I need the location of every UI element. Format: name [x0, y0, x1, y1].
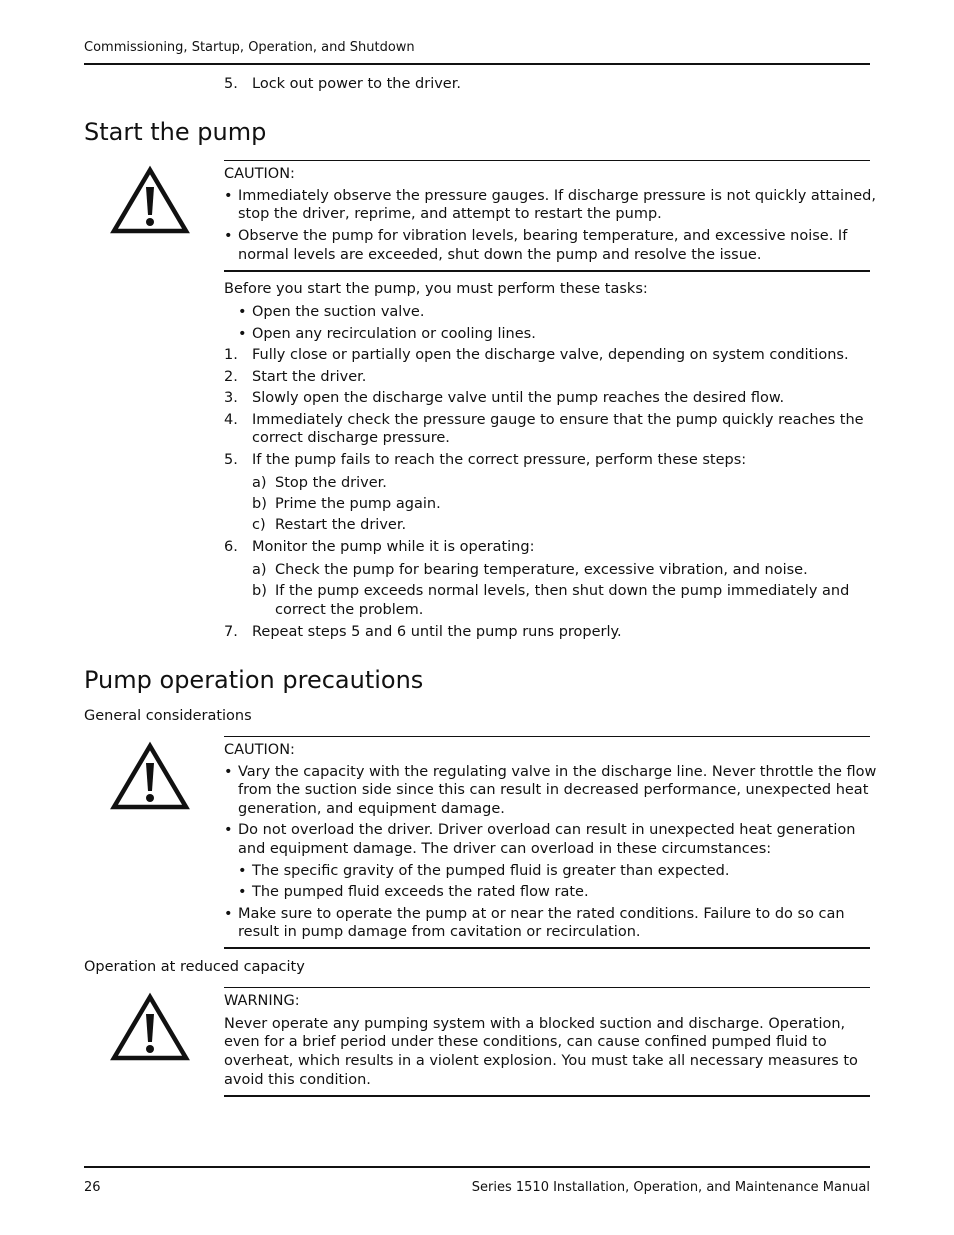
caution-bullet-text: from the suction side since this can result in decreased performance, unexpected heat — [238, 782, 869, 798]
caution-subbullet-text: The specific gravity of the pumped fluid is greater than expected. — [252, 863, 730, 879]
step-number: 6. — [224, 539, 238, 555]
header-rule — [84, 63, 870, 65]
prereq-item: Open the suction valve. — [252, 304, 425, 320]
warning-text: even for a brief period under these conditions, can cause confined pumped fluid to — [224, 1034, 827, 1050]
caution-label: CAUTION: — [224, 742, 295, 758]
substep-letter: b) — [252, 583, 267, 599]
warning-triangle-icon — [110, 165, 190, 235]
prereq-item: Open any recirculation or cooling lines. — [252, 326, 536, 342]
step-text: Start the driver. — [252, 369, 367, 385]
warning-rule-top — [224, 987, 870, 988]
caution-bullet-text: Do not overload the driver. Driver overload can result in unexpected heat generation — [238, 822, 856, 838]
step-text: Slowly open the discharge valve until the pump reaches the desired flow. — [252, 390, 785, 406]
step-text: If the pump fails to reach the correct pressure, perform these steps: — [252, 452, 747, 468]
substep-text: Restart the driver. — [275, 517, 407, 533]
step-text: Repeat steps 5 and 6 until the pump runs properly. — [252, 624, 622, 640]
warning-triangle-icon — [110, 741, 190, 811]
page-number: 26 — [84, 1180, 101, 1195]
caution-bullet-text: Immediately observe the pressure gauges. If discharge pressure is not quickly attained, — [238, 188, 876, 204]
top-step-number: 5. — [224, 76, 238, 92]
caution-rule-top — [224, 160, 870, 161]
top-step-text: Lock out power to the driver. — [252, 76, 461, 92]
intro-text: Before you start the pump, you must perform these tasks: — [224, 281, 648, 297]
caution-bullet-text: stop the driver, reprime, and attempt to restart the pump. — [238, 206, 662, 222]
caution-rule-top — [224, 736, 870, 737]
warning-label: WARNING: — [224, 993, 300, 1009]
step-number: 1. — [224, 347, 238, 363]
warning-text: avoid this condition. — [224, 1072, 371, 1088]
bullet-dot: • — [224, 228, 233, 244]
warning-rule-bottom — [224, 1095, 870, 1097]
manual-title: Series 1510 Installation, Operation, and Maintenance Manual — [471, 1180, 870, 1195]
caution-label: CAUTION: — [224, 166, 295, 182]
substep-text: If the pump exceeds normal levels, then shut down the pump immediately and — [275, 583, 850, 599]
running-header: Commissioning, Startup, Operation, and Shutdown — [84, 40, 415, 55]
bullet-dot: • — [224, 822, 233, 838]
substep-letter: a) — [252, 475, 267, 491]
caution-bullet-text: Observe the pump for vibration levels, bearing temperature, and excessive noise. If — [238, 228, 848, 244]
caution-bullet-text: normal levels are exceeded, shut down the pump and resolve the issue. — [238, 247, 762, 263]
caution-bullet-text: Make sure to operate the pump at or near the rated conditions. Failure to do so can — [238, 906, 845, 922]
bullet-dot: • — [224, 906, 233, 922]
footer-rule — [84, 1166, 870, 1168]
substep-letter: c) — [252, 517, 266, 533]
subsection-heading: Operation at reduced capacity — [84, 959, 305, 975]
step-number: 7. — [224, 624, 238, 640]
caution-bullet-text: generation, and equipment damage. — [238, 801, 505, 817]
caution-rule-bottom — [224, 947, 870, 949]
caution-bullet-text: and equipment damage. The driver can overload in these circumstances: — [238, 841, 772, 857]
bullet-dot: • — [238, 326, 247, 342]
subsection-heading: General considerations — [84, 708, 252, 724]
caution-bullet-text: Vary the capacity with the regulating valve in the discharge line. Never throttle the flow — [238, 764, 877, 780]
caution-rule-bottom — [224, 270, 870, 272]
warning-text: overheat, which results in a violent explosion. You must take all necessary measures to — [224, 1053, 858, 1069]
step-text: Monitor the pump while it is operating: — [252, 539, 535, 555]
section-title-precautions: Pump operation precautions — [84, 666, 424, 694]
step-text: correct discharge pressure. — [252, 430, 450, 446]
substep-text: Check the pump for bearing temperature, excessive vibration, and noise. — [275, 562, 808, 578]
section-title-start-pump: Start the pump — [84, 118, 267, 146]
substep-text: correct the problem. — [275, 602, 424, 618]
substep-letter: b) — [252, 496, 267, 512]
bullet-dot: • — [238, 884, 247, 900]
caution-bullet-text: result in pump damage from cavitation or recirculation. — [238, 924, 641, 940]
substep-letter: a) — [252, 562, 267, 578]
bullet-dot: • — [238, 304, 247, 320]
step-number: 4. — [224, 412, 238, 428]
step-number: 5. — [224, 452, 238, 468]
warning-text: Never operate any pumping system with a blocked suction and discharge. Operation, — [224, 1016, 846, 1032]
bullet-dot: • — [224, 764, 233, 780]
substep-text: Prime the pump again. — [275, 496, 441, 512]
bullet-dot: • — [238, 863, 247, 879]
bullet-dot: • — [224, 188, 233, 204]
step-text: Immediately check the pressure gauge to ensure that the pump quickly reaches the — [252, 412, 864, 428]
caution-subbullet-text: The pumped fluid exceeds the rated flow rate. — [252, 884, 589, 900]
step-text: Fully close or partially open the discharge valve, depending on system conditions. — [252, 347, 849, 363]
step-number: 2. — [224, 369, 238, 385]
warning-triangle-icon — [110, 992, 190, 1062]
substep-text: Stop the driver. — [275, 475, 387, 491]
step-number: 3. — [224, 390, 238, 406]
